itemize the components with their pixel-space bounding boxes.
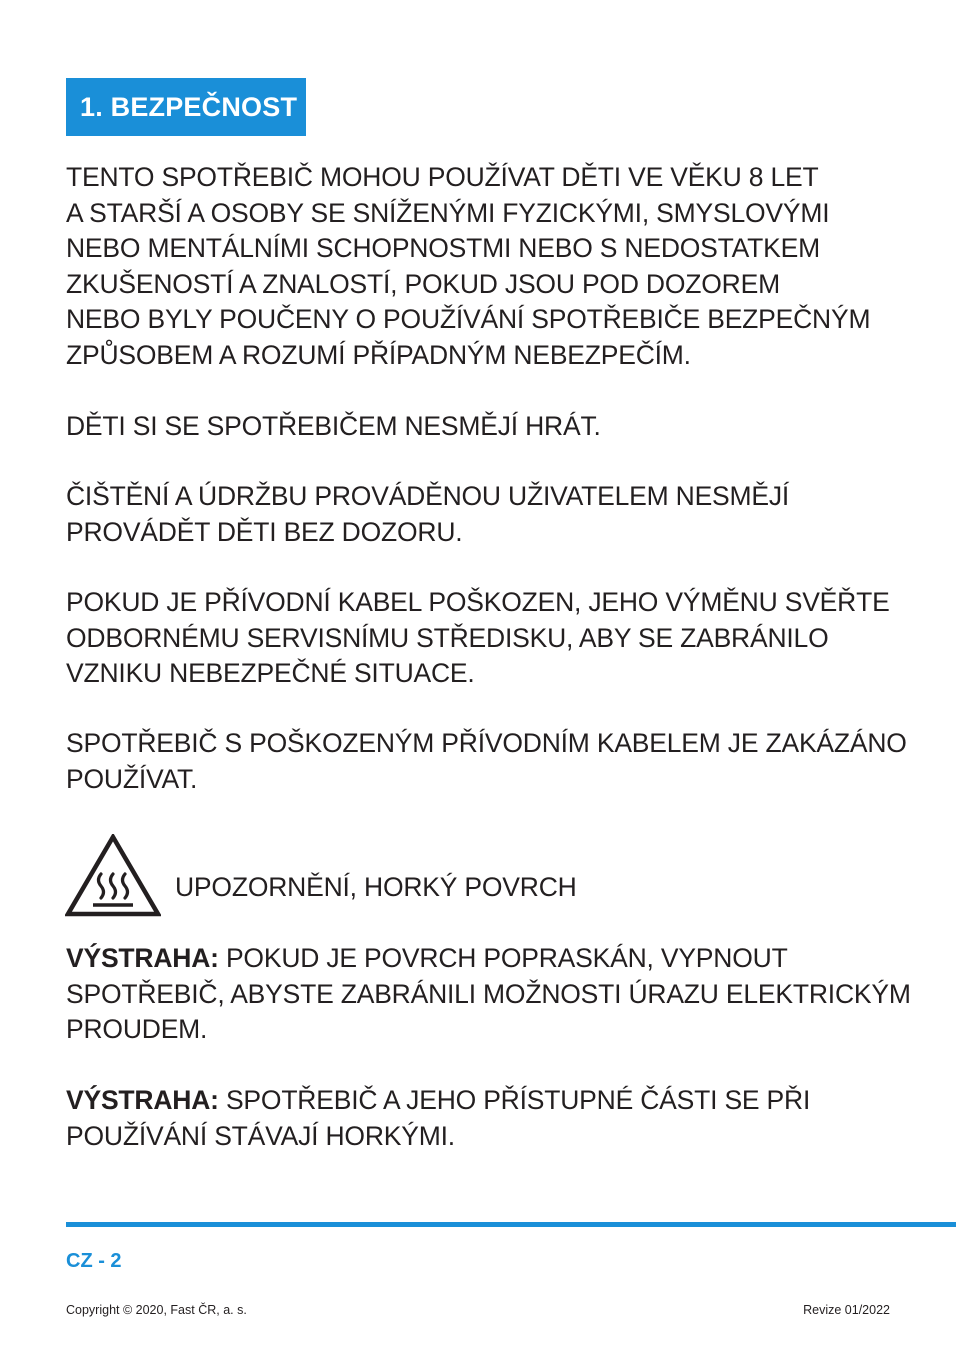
page-number: CZ - 2: [66, 1250, 122, 1272]
section-heading: 1. BEZPEČNOST: [80, 91, 298, 122]
paragraph-no-play: DĚTI SI SE SPOTŘEBIČEM NESMĚJÍ HRÁT.: [66, 411, 601, 441]
warning-text: POKUD JE POVRCH POPRASKÁN, VYPNOUT SPOTŘEBIČ, ABYSTE ZABRÁNILI MOŽNOSTI ÚRAZU ELEKTRICKÝM PROUDEM.: [66, 943, 911, 1044]
warning-label: VÝSTRAHA:: [66, 1085, 219, 1115]
paragraph-cable-prohibited: SPOTŘEBIČ S POŠKOZENÝM PŘÍVODNÍM KABELEM JE ZAKÁZÁNO POUŽÍVAT.: [66, 728, 907, 794]
section-heading-box: [66, 78, 306, 136]
warning-text: SPOTŘEBIČ A JEHO PŘÍSTUPNÉ ČÁSTI SE PŘI POUŽÍVÁNÍ STÁVAJÍ HORKÝMI.: [66, 1085, 811, 1151]
paragraph-damaged-cable: POKUD JE PŘÍVODNÍ KABEL POŠKOZEN, JEHO VÝMĚNU SVĚŘTE ODBORNÉMU SERVISNÍMU STŘEDISKU, ABY SE ZABRÁNILO VZNIKU NEBEZPEČNÉ SITUACE.: [66, 587, 890, 688]
paragraph-usage-by-children: TENTO SPOTŘEBIČ MOHOU POUŽÍVAT DĚTI VE VĚKU 8 LET A STARŠÍ A OSOBY SE SNÍŽENÝMI FYZICKÝMI, SMYSLOVÝMI NEBO MENTÁLNÍMI SCHOPNOSTMI NEBO S NEDOSTATKEM ZKUŠENOSTÍ A ZNALOSTÍ, POKUD JSOU POD DOZOREM NEBO BYLY POUČENY O POUŽÍVÁNÍ SPOTŘEBIČE BEZPEČNÝM ZPŮSOBEM A ROZUMÍ PŘÍPADNÝM NEBEZPEČÍM.: [66, 162, 871, 370]
footer-divider: [66, 1222, 956, 1227]
copyright-notice: Copyright © 2020, Fast ČR, a. s.: [66, 1303, 247, 1317]
paragraph-cleaning: ČIŠTĚNÍ A ÚDRŽBU PROVÁDĚNOU UŽIVATELEM NESMĚJÍ PROVÁDĚT DĚTI BEZ DOZORU.: [66, 481, 790, 547]
warning-label: VÝSTRAHA:: [66, 943, 219, 973]
hot-surface-warning-icon: [65, 834, 161, 918]
revision-label: Revize 01/2022: [803, 1303, 890, 1317]
hot-surface-label: UPOZORNĚNÍ, HORKÝ POVRCH: [175, 872, 577, 902]
warning-hot-parts: [66, 1083, 916, 1154]
warning-cracked-surface: [66, 941, 916, 1048]
